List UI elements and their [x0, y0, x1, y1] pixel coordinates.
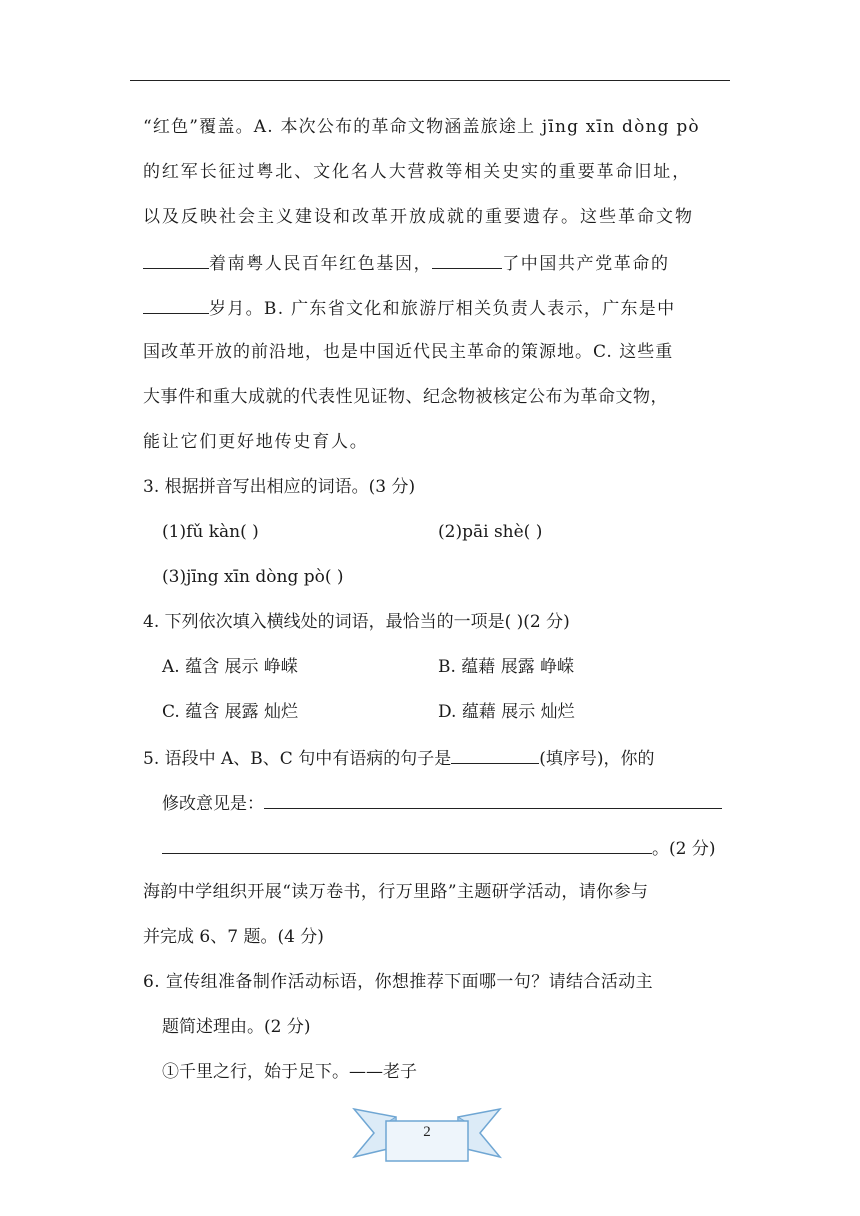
passage-line-4 — [143, 251, 670, 275]
q5-revision-blank-2[interactable] — [162, 836, 652, 854]
passage-line-1: “红色”覆盖。A. 本次公布的革命文物涵盖旅途上 jīng xīn dòng pò — [143, 117, 700, 137]
q5-line-2 — [162, 791, 722, 815]
passage-line-4a: 着南粤人民百年红色基因， — [209, 254, 433, 274]
q5-stem — [143, 746, 654, 770]
q6-line-1: 6. 宣传组准备制作活动标语，你想推荐下面哪一句？请结合活动主 — [143, 972, 654, 992]
passage-line-4b: 了中国共产党革命的 — [502, 254, 670, 274]
header-rule — [130, 80, 730, 81]
fill-blank-2[interactable] — [432, 251, 502, 269]
q5-line-3 — [162, 836, 715, 860]
passage-line-3: 以及反映社会主义建设和改革开放成就的重要遗存。这些革命文物 — [143, 207, 694, 227]
q3-item-2[interactable]: (2)pāi shè( ) — [438, 522, 543, 542]
page-number-ribbon — [352, 1103, 502, 1163]
q4-option-c[interactable]: C. 蕴含 展露 灿烂 — [162, 702, 299, 722]
passage-line-7: 大事件和重大成就的代表性见证物、纪念物被核定公布为革命文物， — [143, 387, 668, 407]
q5-stem-b: (填序号)，你的 — [539, 749, 655, 769]
q5-revision-label: 修改意见是： — [162, 794, 264, 814]
q4-option-b[interactable]: B. 蕴藉 展露 峥嵘 — [438, 657, 575, 677]
passage-line-5-text: 岁月。B. 广东省文化和旅游厅相关负责人表示，广东是中 — [209, 299, 676, 319]
fill-blank-1[interactable] — [143, 251, 209, 269]
q6-quote-1: ①千里之行，始于足下。——老子 — [162, 1062, 417, 1082]
q4-option-d[interactable]: D. 蕴藉 展示 灿烂 — [438, 702, 575, 722]
page-number: 2 — [423, 1124, 431, 1140]
q4-option-a[interactable]: A. 蕴含 展示 峥嵘 — [162, 657, 298, 677]
passage-line-2: 的红军长征过粤北、文化名人大营救等相关史实的重要革命旧址， — [143, 162, 692, 182]
intro-line-2: 并完成 6、7 题。(4 分) — [143, 927, 324, 947]
q6-line-2: 题简述理由。(2 分) — [162, 1017, 311, 1037]
q4-stem: 4. 下列依次填入横线处的词语，最恰当的一项是( )(2 分) — [143, 612, 570, 632]
fill-blank-3[interactable] — [143, 296, 209, 314]
q3-item-1[interactable]: (1)fǔ kàn( ) — [162, 522, 259, 542]
passage-line-8: 能让它们更好地传史育人。 — [143, 432, 369, 452]
q3-item-3[interactable]: (3)jīng xīn dòng pò( ) — [162, 567, 344, 587]
q5-stem-a: 5. 语段中 A、B、C 句中有语病的句子是 — [143, 749, 452, 769]
passage-line-5 — [143, 296, 675, 320]
q5-answer-blank[interactable] — [451, 746, 539, 764]
passage-line-6: 国改革开放的前沿地，也是中国近代民主革命的策源地。C. 这些重 — [143, 342, 674, 362]
q5-revision-blank-1[interactable] — [264, 791, 722, 809]
q5-score: 。(2 分) — [652, 839, 716, 859]
q3-stem: 3. 根据拼音写出相应的词语。(3 分) — [143, 477, 416, 497]
intro-line-1: 海韵中学组织开展“读万卷书，行万里路”主题研学活动，请你参与 — [143, 882, 649, 902]
